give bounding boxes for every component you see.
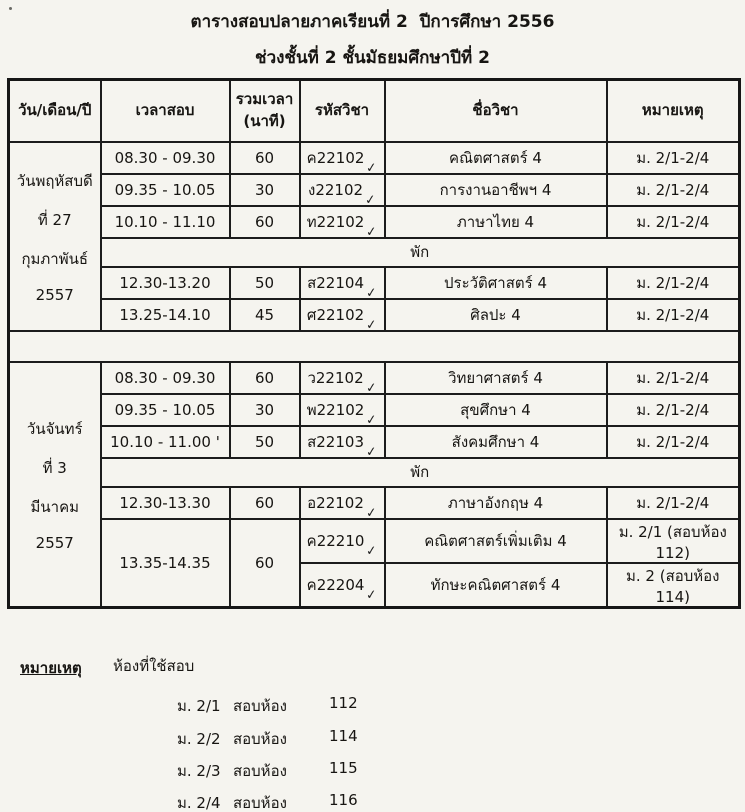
day2-year: 2557 bbox=[35, 533, 74, 552]
subject-name: ภาษาไทย 4 bbox=[385, 206, 607, 238]
header-row bbox=[9, 80, 740, 142]
room-assignment-row bbox=[177, 694, 358, 718]
day2-weekday: วันจันทร์ bbox=[26, 419, 83, 438]
exam-time-shared: 13.35-14.35 bbox=[101, 519, 230, 608]
exam-time: 12.30-13.30 bbox=[101, 487, 230, 519]
day1-weekday: วันพฤหัสบดี bbox=[16, 171, 93, 190]
note-cell: ม. 2 (สอบห้อง 114) bbox=[607, 563, 740, 608]
room-grade: ม. 2/2 bbox=[177, 730, 221, 748]
note-cell: ม. 2/1-2/4 bbox=[607, 174, 740, 206]
exam-row bbox=[9, 519, 740, 563]
break-label: พัก bbox=[101, 238, 740, 267]
col-header-subject: ชื่อวิชา bbox=[385, 80, 607, 142]
checkmark-icon: ✓ bbox=[365, 316, 378, 334]
day1-date-stack bbox=[12, 169, 98, 304]
note-cell: ม. 2/1 (สอบห้อง 112) bbox=[607, 519, 740, 563]
course-code: ท22102 bbox=[306, 212, 365, 231]
checkmark-icon: ✓ bbox=[365, 504, 378, 522]
room-grade: ม. 2/3 bbox=[177, 762, 221, 780]
exam-time: 12.30-13.20 bbox=[101, 267, 230, 299]
day2-month: มีนาคม bbox=[30, 497, 79, 516]
note-cell: ม. 2/1-2/4 bbox=[607, 394, 740, 426]
subject-name: ประวัติศาสตร์ 4 bbox=[385, 267, 607, 299]
checkmark-icon: ✓ bbox=[365, 223, 379, 241]
room-label: สอบห้อง bbox=[233, 730, 287, 748]
footer-notes bbox=[0, 640, 745, 812]
course-code: ค22102 bbox=[306, 148, 365, 167]
checkmark-icon: ✓ bbox=[365, 411, 379, 429]
note-cell: ม. 2/1-2/4 bbox=[607, 426, 740, 458]
checkmark-icon: ✓ bbox=[364, 191, 377, 209]
checkmark-icon: ✓ bbox=[365, 284, 378, 302]
subject-name: คณิตศาสตร์เพิ่มเติม 4 bbox=[385, 519, 607, 563]
checkmark-icon: ✓ bbox=[365, 159, 379, 177]
exam-duration: 45 bbox=[230, 299, 300, 331]
course-code: พ22102 bbox=[306, 400, 365, 419]
room-grade: ม. 2/4 bbox=[177, 794, 221, 812]
course-code-cell bbox=[300, 487, 385, 522]
subject-name: สุขศึกษา 4 bbox=[385, 394, 607, 426]
checkmark-icon: ✓ bbox=[365, 586, 379, 604]
checkmark-icon: ✓ bbox=[365, 443, 378, 461]
checkmark-icon: ✓ bbox=[365, 542, 379, 560]
subject-name: ภาษาอังกฤษ 4 bbox=[385, 487, 607, 519]
note-cell: ม. 2/1-2/4 bbox=[607, 299, 740, 331]
exam-row bbox=[9, 174, 740, 206]
exam-duration: 60 bbox=[230, 362, 300, 394]
exam-schedule-table bbox=[7, 78, 741, 609]
course-code-cell bbox=[300, 362, 385, 397]
col-header-duration-line1: รวมเวลา bbox=[235, 90, 294, 108]
note-cell: ม. 2/1-2/4 bbox=[607, 487, 740, 519]
checkmark-icon: ✓ bbox=[364, 379, 378, 397]
note-cell: ม. 2/1-2/4 bbox=[607, 362, 740, 394]
exam-time: 10.10 - 11.00 ' bbox=[101, 426, 230, 458]
room-assignment-row bbox=[177, 791, 358, 812]
exam-duration: 60 bbox=[230, 142, 300, 174]
break-row bbox=[9, 458, 740, 487]
subject-name: ศิลปะ 4 bbox=[385, 299, 607, 331]
course-code-cell bbox=[300, 206, 385, 241]
exam-row bbox=[9, 142, 740, 174]
exam-time: 08.30 - 09.30 bbox=[101, 362, 230, 394]
room-assignment-row bbox=[177, 759, 358, 783]
col-header-duration bbox=[230, 80, 300, 142]
course-code: ศ22102 bbox=[306, 305, 365, 324]
course-code-cell bbox=[300, 519, 385, 563]
exam-row bbox=[9, 362, 740, 394]
day2-date-stack bbox=[12, 417, 98, 552]
day1-date-cell bbox=[9, 142, 101, 331]
course-code: ค22204 bbox=[306, 575, 365, 594]
subject-name: การงานอาชีพฯ 4 bbox=[385, 174, 607, 206]
day1-daynum: ที่ 27 bbox=[37, 210, 72, 229]
col-header-duration-line2: (นาที) bbox=[243, 111, 286, 130]
course-code: ว22102 bbox=[307, 368, 364, 387]
room-number: 112 bbox=[329, 694, 358, 712]
course-code: ง22102 bbox=[308, 180, 364, 199]
course-code-cell bbox=[300, 394, 385, 429]
document-title: ตารางสอบปลายภาคเรียนที่ 2 ปีการศึกษา 2556 bbox=[190, 12, 555, 32]
footer-note-label: หมายเหตุ bbox=[20, 659, 82, 677]
exam-time: 09.35 - 10.05 bbox=[101, 394, 230, 426]
day1-year: 2557 bbox=[35, 285, 74, 304]
room-number: 116 bbox=[329, 791, 358, 809]
separator-cell bbox=[9, 331, 740, 362]
room-number: 115 bbox=[329, 759, 358, 777]
col-header-date: วัน/เดือน/ปี bbox=[9, 80, 101, 142]
course-code-cell bbox=[300, 426, 385, 461]
note-cell: ม. 2/1-2/4 bbox=[607, 206, 740, 238]
exam-duration: 30 bbox=[230, 394, 300, 426]
exam-duration: 30 bbox=[230, 174, 300, 206]
exam-time: 09.35 - 10.05 bbox=[101, 174, 230, 206]
exam-row bbox=[9, 394, 740, 426]
exam-row bbox=[9, 299, 740, 331]
day2-daynum: ที่ 3 bbox=[42, 458, 67, 477]
course-code: ส22103 bbox=[307, 432, 364, 451]
col-header-note: หมายเหตุ bbox=[607, 80, 740, 142]
room-grade: ม. 2/1 bbox=[177, 697, 221, 715]
exam-row bbox=[9, 426, 740, 458]
break-row bbox=[9, 238, 740, 267]
document-subtitle: ช่วงชั้นที่ 2 ชั้นมัธยมศึกษาปีที่ 2 bbox=[255, 48, 490, 68]
note-cell: ม. 2/1-2/4 bbox=[607, 142, 740, 174]
exam-time: 08.30 - 09.30 bbox=[101, 142, 230, 174]
subject-name: สังคมศึกษา 4 bbox=[385, 426, 607, 458]
col-header-code: รหัสวิชา bbox=[300, 80, 385, 142]
note-cell: ม. 2/1-2/4 bbox=[607, 267, 740, 299]
course-code: ค22210 bbox=[306, 531, 365, 550]
exam-duration-shared: 60 bbox=[230, 519, 300, 608]
course-code-cell bbox=[300, 267, 385, 302]
course-code-cell bbox=[300, 563, 385, 608]
room-label: สอบห้อง bbox=[233, 697, 287, 715]
exam-time: 13.25-14.10 bbox=[101, 299, 230, 331]
exam-row bbox=[9, 267, 740, 299]
subject-name: ทักษะคณิตศาสตร์ 4 bbox=[385, 563, 607, 608]
course-code-cell bbox=[300, 142, 385, 177]
room-label: สอบห้อง bbox=[233, 762, 287, 780]
room-number: 114 bbox=[329, 727, 358, 745]
break-label: พัก bbox=[101, 458, 740, 487]
day2-date-cell bbox=[9, 362, 101, 608]
subject-name: วิทยาศาสตร์ 4 bbox=[385, 362, 607, 394]
exam-duration: 50 bbox=[230, 426, 300, 458]
separator-row bbox=[9, 331, 740, 362]
course-code-cell bbox=[300, 299, 385, 334]
exam-row bbox=[9, 206, 740, 238]
course-code-cell bbox=[300, 174, 385, 209]
course-code: อ22102 bbox=[307, 493, 364, 512]
col-header-time: เวลาสอบ bbox=[101, 80, 230, 142]
footer-rooms-heading: ห้องที่ใช้สอบ bbox=[113, 657, 195, 675]
room-assignment-row bbox=[177, 727, 358, 751]
exam-duration: 60 bbox=[230, 206, 300, 238]
day1-month: กุมภาพันธ์ bbox=[21, 249, 89, 268]
exam-duration: 60 bbox=[230, 487, 300, 519]
room-label: สอบห้อง bbox=[233, 794, 287, 812]
exam-duration: 50 bbox=[230, 267, 300, 299]
exam-time: 10.10 - 11.10 bbox=[101, 206, 230, 238]
course-code: ส22104 bbox=[307, 273, 364, 292]
subject-name: คณิตศาสตร์ 4 bbox=[385, 142, 607, 174]
exam-row bbox=[9, 487, 740, 519]
